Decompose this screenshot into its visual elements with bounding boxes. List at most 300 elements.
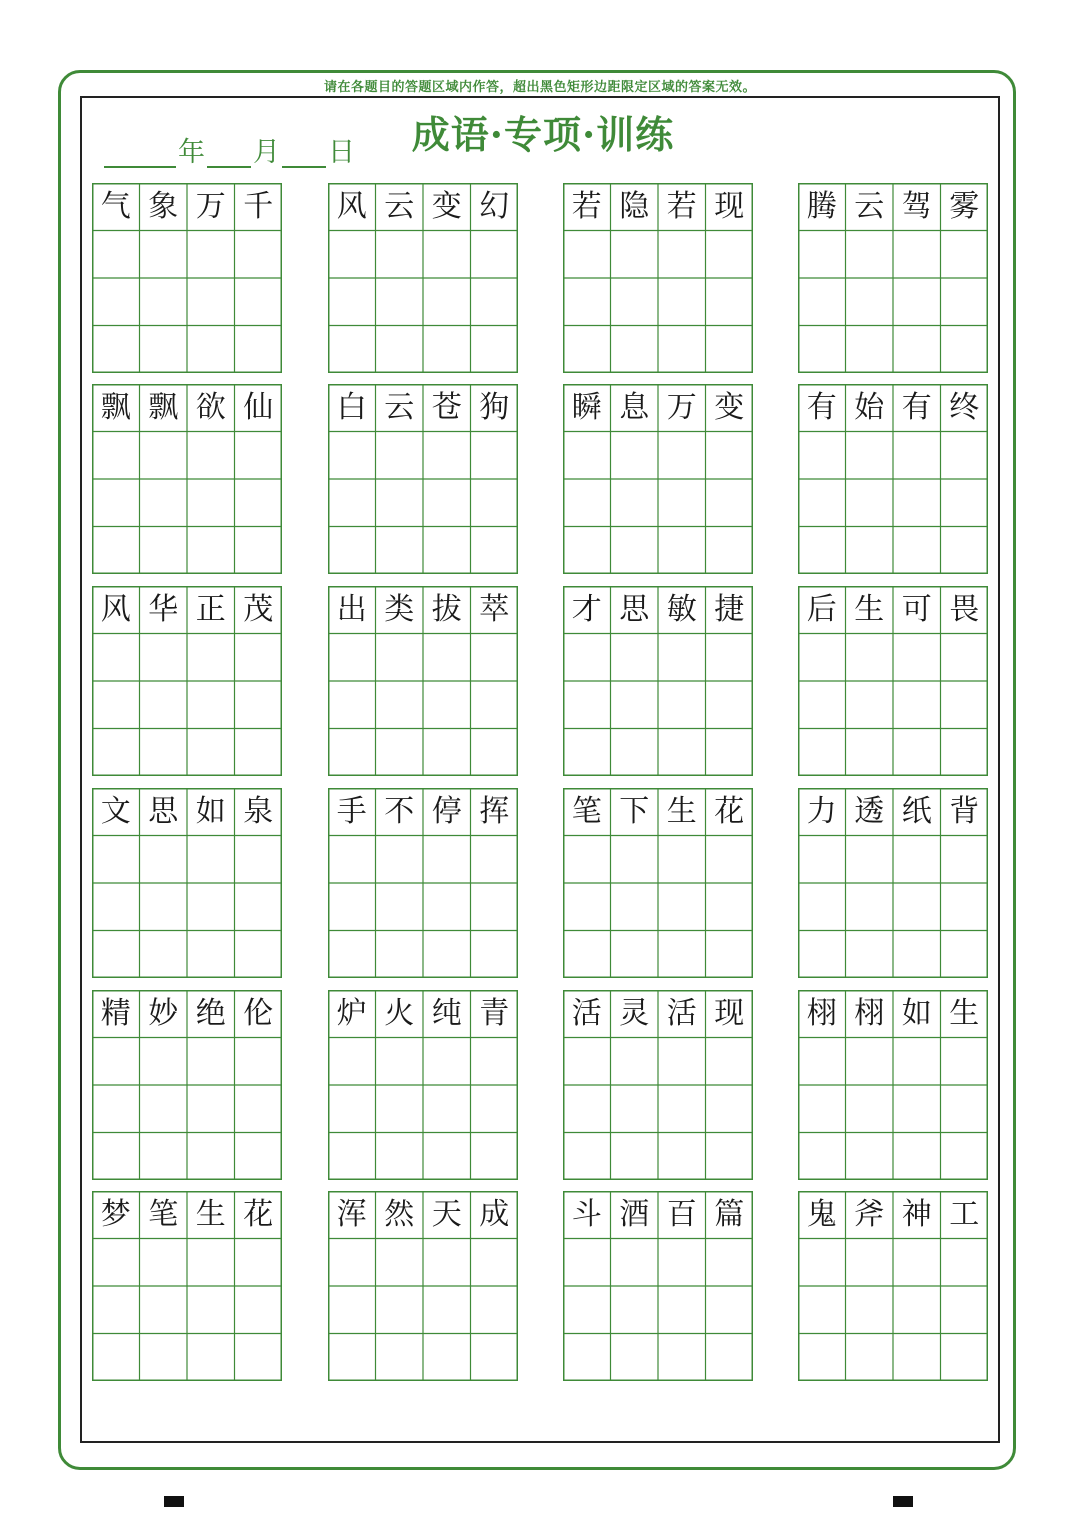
writing-cell[interactable] — [235, 931, 283, 979]
writing-cell[interactable] — [893, 634, 941, 682]
writing-cell[interactable] — [611, 883, 659, 931]
writing-cell[interactable] — [658, 634, 706, 682]
writing-cell[interactable] — [706, 278, 754, 326]
writing-cell[interactable] — [658, 527, 706, 575]
writing-cell[interactable] — [846, 278, 894, 326]
writing-cell[interactable] — [893, 1133, 941, 1181]
writing-cell[interactable] — [471, 231, 519, 279]
writing-cell[interactable] — [376, 432, 424, 480]
writing-cell[interactable] — [846, 432, 894, 480]
writing-cell[interactable] — [658, 326, 706, 374]
writing-cell[interactable] — [92, 326, 140, 374]
idiom-character: 生 — [949, 996, 980, 1031]
writing-cell[interactable] — [376, 1239, 424, 1287]
writing-cell[interactable] — [658, 479, 706, 527]
writing-cell[interactable] — [611, 1038, 659, 1086]
writing-cell[interactable] — [563, 1133, 611, 1181]
idiom-character: 下 — [619, 794, 650, 829]
writing-cell[interactable] — [893, 1085, 941, 1133]
writing-cell[interactable] — [706, 231, 754, 279]
writing-cell[interactable] — [893, 479, 941, 527]
writing-cell[interactable] — [376, 1286, 424, 1334]
writing-cell[interactable] — [187, 931, 235, 979]
writing-cell[interactable] — [376, 729, 424, 777]
writing-cell[interactable] — [376, 278, 424, 326]
writing-cell[interactable] — [706, 1133, 754, 1181]
writing-cell[interactable] — [423, 634, 471, 682]
writing-cell[interactable] — [846, 1286, 894, 1334]
writing-cell[interactable] — [92, 836, 140, 884]
writing-cell[interactable] — [706, 681, 754, 729]
writing-cell[interactable] — [941, 1239, 989, 1287]
writing-cell[interactable] — [92, 1286, 140, 1334]
writing-cell[interactable] — [798, 231, 846, 279]
writing-cell[interactable] — [798, 883, 846, 931]
writing-cell[interactable] — [187, 326, 235, 374]
writing-cell[interactable] — [846, 931, 894, 979]
writing-cell[interactable] — [941, 634, 989, 682]
writing-cell[interactable] — [376, 836, 424, 884]
writing-cell[interactable] — [328, 231, 376, 279]
writing-cell[interactable] — [563, 931, 611, 979]
writing-cell[interactable] — [706, 883, 754, 931]
writing-cell[interactable] — [376, 1334, 424, 1382]
writing-cell[interactable] — [235, 326, 283, 374]
writing-cell[interactable] — [140, 729, 188, 777]
writing-cell[interactable] — [423, 883, 471, 931]
writing-cell[interactable] — [846, 231, 894, 279]
day-blank[interactable] — [282, 136, 326, 168]
writing-cell[interactable] — [328, 931, 376, 979]
writing-cell[interactable] — [941, 1133, 989, 1181]
writing-cell[interactable] — [140, 1334, 188, 1382]
writing-cell[interactable] — [798, 1038, 846, 1086]
writing-cell[interactable] — [187, 836, 235, 884]
writing-cell[interactable] — [187, 278, 235, 326]
writing-cell[interactable] — [187, 1239, 235, 1287]
writing-cell[interactable] — [893, 432, 941, 480]
writing-cell[interactable] — [941, 1038, 989, 1086]
writing-cell[interactable] — [92, 1085, 140, 1133]
writing-cell[interactable] — [893, 836, 941, 884]
writing-cell[interactable] — [611, 278, 659, 326]
writing-cell[interactable] — [706, 931, 754, 979]
writing-cell[interactable] — [423, 729, 471, 777]
writing-cell[interactable] — [140, 231, 188, 279]
writing-cell[interactable] — [846, 326, 894, 374]
writing-cell[interactable] — [846, 1038, 894, 1086]
writing-cell[interactable] — [798, 729, 846, 777]
writing-cell[interactable] — [563, 1085, 611, 1133]
writing-cell[interactable] — [328, 1085, 376, 1133]
writing-cell[interactable] — [563, 883, 611, 931]
writing-cell[interactable] — [187, 479, 235, 527]
writing-cell[interactable] — [376, 931, 424, 979]
writing-cell[interactable] — [846, 634, 894, 682]
writing-cell[interactable] — [376, 326, 424, 374]
writing-cell[interactable] — [140, 634, 188, 682]
writing-cell[interactable] — [187, 1038, 235, 1086]
writing-cell[interactable] — [941, 931, 989, 979]
writing-cell[interactable] — [92, 634, 140, 682]
writing-cell[interactable] — [471, 1334, 519, 1382]
writing-cell[interactable] — [471, 1085, 519, 1133]
writing-cell[interactable] — [706, 634, 754, 682]
writing-cell[interactable] — [235, 1133, 283, 1181]
writing-cell[interactable] — [328, 1286, 376, 1334]
writing-cell[interactable] — [941, 527, 989, 575]
writing-cell[interactable] — [187, 681, 235, 729]
writing-cell[interactable] — [941, 883, 989, 931]
writing-cell[interactable] — [376, 527, 424, 575]
writing-cell[interactable] — [706, 1085, 754, 1133]
writing-cell[interactable] — [92, 231, 140, 279]
writing-cell[interactable] — [423, 1038, 471, 1086]
writing-cell[interactable] — [471, 931, 519, 979]
writing-cell[interactable] — [611, 1239, 659, 1287]
writing-cell[interactable] — [798, 1334, 846, 1382]
writing-cell[interactable] — [92, 479, 140, 527]
writing-cell[interactable] — [658, 1133, 706, 1181]
writing-cell[interactable] — [235, 729, 283, 777]
writing-cell[interactable] — [563, 326, 611, 374]
writing-cell[interactable] — [563, 1239, 611, 1287]
writing-cell[interactable] — [798, 326, 846, 374]
writing-cell[interactable] — [423, 836, 471, 884]
writing-cell[interactable] — [140, 931, 188, 979]
writing-cell[interactable] — [798, 278, 846, 326]
writing-cell[interactable] — [328, 1334, 376, 1382]
writing-cell[interactable] — [611, 1085, 659, 1133]
writing-cell[interactable] — [563, 1286, 611, 1334]
writing-cell[interactable] — [235, 1085, 283, 1133]
writing-cell[interactable] — [187, 1286, 235, 1334]
writing-cell[interactable] — [941, 729, 989, 777]
writing-cell[interactable] — [563, 634, 611, 682]
writing-cell[interactable] — [846, 836, 894, 884]
writing-cell[interactable] — [187, 432, 235, 480]
writing-cell[interactable] — [611, 432, 659, 480]
writing-cell[interactable] — [140, 432, 188, 480]
writing-cell[interactable] — [187, 634, 235, 682]
writing-cell[interactable] — [893, 729, 941, 777]
writing-cell[interactable] — [471, 681, 519, 729]
writing-cell[interactable] — [706, 729, 754, 777]
writing-cell[interactable] — [706, 326, 754, 374]
writing-cell[interactable] — [563, 432, 611, 480]
writing-cell[interactable] — [235, 432, 283, 480]
writing-cell[interactable] — [658, 931, 706, 979]
writing-cell[interactable] — [423, 278, 471, 326]
writing-cell[interactable] — [563, 681, 611, 729]
writing-cell[interactable] — [941, 1085, 989, 1133]
writing-cell[interactable] — [893, 326, 941, 374]
writing-cell[interactable] — [423, 432, 471, 480]
writing-cell[interactable] — [658, 883, 706, 931]
writing-cell[interactable] — [471, 634, 519, 682]
writing-cell[interactable] — [893, 527, 941, 575]
writing-cell[interactable] — [471, 1239, 519, 1287]
writing-cell[interactable] — [941, 836, 989, 884]
writing-cell[interactable] — [706, 527, 754, 575]
writing-cell[interactable] — [235, 1038, 283, 1086]
writing-cell[interactable] — [140, 479, 188, 527]
writing-cell[interactable] — [423, 1286, 471, 1334]
writing-cell[interactable] — [235, 1334, 283, 1382]
writing-cell[interactable] — [92, 432, 140, 480]
writing-cell[interactable] — [706, 1334, 754, 1382]
writing-cell[interactable] — [423, 1334, 471, 1382]
writing-cell[interactable] — [92, 527, 140, 575]
writing-cell[interactable] — [563, 231, 611, 279]
writing-cell[interactable] — [92, 1133, 140, 1181]
writing-cell[interactable] — [941, 231, 989, 279]
writing-cell[interactable] — [611, 634, 659, 682]
writing-cell[interactable] — [423, 931, 471, 979]
writing-cell[interactable] — [235, 527, 283, 575]
writing-cell[interactable] — [471, 527, 519, 575]
writing-cell[interactable] — [423, 231, 471, 279]
writing-cell[interactable] — [92, 278, 140, 326]
month-blank[interactable] — [207, 136, 251, 168]
writing-cell[interactable] — [658, 1038, 706, 1086]
writing-cell[interactable] — [611, 527, 659, 575]
writing-cell[interactable] — [140, 278, 188, 326]
writing-cell[interactable] — [140, 681, 188, 729]
writing-cell[interactable] — [893, 1038, 941, 1086]
writing-cell[interactable] — [187, 729, 235, 777]
writing-cell[interactable] — [376, 1133, 424, 1181]
writing-cell[interactable] — [471, 1286, 519, 1334]
writing-cell[interactable] — [376, 231, 424, 279]
writing-cell[interactable] — [941, 278, 989, 326]
writing-cell[interactable] — [846, 479, 894, 527]
writing-cell[interactable] — [798, 479, 846, 527]
writing-cell[interactable] — [471, 278, 519, 326]
writing-cell[interactable] — [846, 729, 894, 777]
writing-cell[interactable] — [798, 836, 846, 884]
writing-cell[interactable] — [423, 681, 471, 729]
writing-cell[interactable] — [235, 634, 283, 682]
writing-cell[interactable] — [140, 1239, 188, 1287]
writing-cell[interactable] — [471, 729, 519, 777]
writing-cell[interactable] — [376, 634, 424, 682]
writing-cell[interactable] — [92, 931, 140, 979]
writing-cell[interactable] — [140, 1133, 188, 1181]
writing-cell[interactable] — [328, 432, 376, 480]
writing-cell[interactable] — [706, 1239, 754, 1287]
writing-cell[interactable] — [941, 1286, 989, 1334]
writing-cell[interactable] — [235, 231, 283, 279]
writing-cell[interactable] — [92, 883, 140, 931]
writing-cell[interactable] — [893, 883, 941, 931]
idiom-character: 笔 — [571, 794, 602, 829]
writing-cell[interactable] — [376, 1085, 424, 1133]
writing-cell[interactable] — [706, 479, 754, 527]
writing-cell[interactable] — [611, 479, 659, 527]
writing-cell[interactable] — [658, 1085, 706, 1133]
writing-cell[interactable] — [235, 1239, 283, 1287]
writing-cell[interactable] — [798, 1133, 846, 1181]
writing-cell[interactable] — [846, 1133, 894, 1181]
writing-cell[interactable] — [423, 479, 471, 527]
writing-cell[interactable] — [92, 1334, 140, 1382]
writing-cell[interactable] — [235, 278, 283, 326]
writing-cell[interactable] — [328, 479, 376, 527]
writing-cell[interactable] — [846, 527, 894, 575]
writing-cell[interactable] — [941, 326, 989, 374]
idiom-character: 生 — [666, 794, 697, 829]
writing-cell[interactable] — [187, 1133, 235, 1181]
writing-cell[interactable] — [658, 1334, 706, 1382]
writing-cell[interactable] — [328, 634, 376, 682]
writing-cell[interactable] — [658, 1286, 706, 1334]
writing-cell[interactable] — [563, 527, 611, 575]
writing-cell[interactable] — [893, 1239, 941, 1287]
writing-cell[interactable] — [140, 326, 188, 374]
writing-cell[interactable] — [846, 1239, 894, 1287]
writing-cell[interactable] — [187, 1334, 235, 1382]
writing-cell[interactable] — [706, 1038, 754, 1086]
writing-cell[interactable] — [235, 883, 283, 931]
writing-cell[interactable] — [658, 278, 706, 326]
writing-cell[interactable] — [658, 681, 706, 729]
writing-cell[interactable] — [706, 836, 754, 884]
writing-cell[interactable] — [893, 231, 941, 279]
writing-cell[interactable] — [423, 326, 471, 374]
writing-cell[interactable] — [140, 836, 188, 884]
writing-cell[interactable] — [563, 729, 611, 777]
writing-cell[interactable] — [941, 432, 989, 480]
writing-cell[interactable] — [471, 883, 519, 931]
writing-cell[interactable] — [328, 527, 376, 575]
writing-cell[interactable] — [941, 681, 989, 729]
writing-cell[interactable] — [140, 1286, 188, 1334]
writing-cell[interactable] — [376, 681, 424, 729]
writing-cell[interactable] — [706, 432, 754, 480]
idiom-character: 纸 — [901, 794, 932, 829]
writing-cell[interactable] — [235, 836, 283, 884]
writing-cell[interactable] — [611, 1133, 659, 1181]
writing-cell[interactable] — [471, 479, 519, 527]
writing-cell[interactable] — [328, 1038, 376, 1086]
writing-cell[interactable] — [92, 729, 140, 777]
writing-cell[interactable] — [140, 1085, 188, 1133]
writing-cell[interactable] — [235, 681, 283, 729]
writing-cell[interactable] — [893, 1286, 941, 1334]
writing-cell[interactable] — [423, 527, 471, 575]
writing-cell[interactable] — [611, 1334, 659, 1382]
writing-cell[interactable] — [328, 729, 376, 777]
writing-cell[interactable] — [376, 883, 424, 931]
writing-cell[interactable] — [328, 681, 376, 729]
writing-cell[interactable] — [611, 681, 659, 729]
writing-cell[interactable] — [92, 681, 140, 729]
writing-cell[interactable] — [328, 326, 376, 374]
writing-cell[interactable] — [423, 1085, 471, 1133]
writing-cell[interactable] — [893, 1334, 941, 1382]
writing-cell[interactable] — [423, 1133, 471, 1181]
writing-cell[interactable] — [471, 432, 519, 480]
writing-cell[interactable] — [798, 1286, 846, 1334]
idiom-character: 停 — [431, 794, 462, 829]
writing-cell[interactable] — [706, 1286, 754, 1334]
writing-cell[interactable] — [658, 729, 706, 777]
writing-cell[interactable] — [328, 278, 376, 326]
writing-cell[interactable] — [611, 836, 659, 884]
writing-cell[interactable] — [846, 1085, 894, 1133]
writing-cell[interactable] — [941, 479, 989, 527]
writing-cell[interactable] — [92, 1239, 140, 1287]
writing-cell[interactable] — [611, 729, 659, 777]
writing-cell[interactable] — [471, 1133, 519, 1181]
writing-cell[interactable] — [893, 681, 941, 729]
writing-cell[interactable] — [563, 479, 611, 527]
idiom-character: 终 — [949, 390, 980, 425]
writing-cell[interactable] — [893, 278, 941, 326]
writing-cell[interactable] — [563, 836, 611, 884]
writing-cell[interactable] — [611, 326, 659, 374]
writing-cell[interactable] — [798, 681, 846, 729]
writing-cell[interactable] — [563, 1038, 611, 1086]
writing-cell[interactable] — [235, 1286, 283, 1334]
idiom-character: 萃 — [479, 592, 510, 627]
writing-cell[interactable] — [658, 231, 706, 279]
writing-cell[interactable] — [798, 527, 846, 575]
writing-cell[interactable] — [92, 1038, 140, 1086]
writing-cell[interactable] — [611, 231, 659, 279]
writing-cell[interactable] — [563, 1334, 611, 1382]
writing-cell[interactable] — [140, 527, 188, 575]
writing-cell[interactable] — [140, 883, 188, 931]
writing-cell[interactable] — [328, 836, 376, 884]
writing-cell[interactable] — [328, 1133, 376, 1181]
writing-cell[interactable] — [893, 931, 941, 979]
writing-cell[interactable] — [187, 883, 235, 931]
writing-cell[interactable] — [846, 883, 894, 931]
writing-cell[interactable] — [798, 1239, 846, 1287]
writing-cell[interactable] — [376, 1038, 424, 1086]
writing-cell[interactable] — [376, 479, 424, 527]
year-blank[interactable] — [104, 136, 176, 168]
writing-cell[interactable] — [658, 836, 706, 884]
writing-cell[interactable] — [611, 931, 659, 979]
writing-cell[interactable] — [140, 1038, 188, 1086]
writing-cell[interactable] — [798, 634, 846, 682]
writing-cell[interactable] — [328, 883, 376, 931]
writing-cell[interactable] — [563, 278, 611, 326]
writing-cell[interactable] — [471, 326, 519, 374]
writing-cell[interactable] — [846, 681, 894, 729]
writing-cell[interactable] — [471, 836, 519, 884]
writing-cell[interactable] — [187, 527, 235, 575]
writing-cell[interactable] — [187, 1085, 235, 1133]
writing-cell[interactable] — [187, 231, 235, 279]
writing-cell[interactable] — [798, 1085, 846, 1133]
writing-cell[interactable] — [658, 1239, 706, 1287]
writing-cell[interactable] — [658, 432, 706, 480]
writing-cell[interactable] — [798, 432, 846, 480]
writing-cell[interactable] — [798, 931, 846, 979]
writing-cell[interactable] — [846, 1334, 894, 1382]
writing-cell[interactable] — [941, 1334, 989, 1382]
writing-cell[interactable] — [611, 1286, 659, 1334]
writing-cell[interactable] — [235, 479, 283, 527]
writing-cell[interactable] — [328, 1239, 376, 1287]
writing-cell[interactable] — [423, 1239, 471, 1287]
writing-cell[interactable] — [471, 1038, 519, 1086]
page-title: 成语·专项·训练 — [411, 112, 675, 157]
